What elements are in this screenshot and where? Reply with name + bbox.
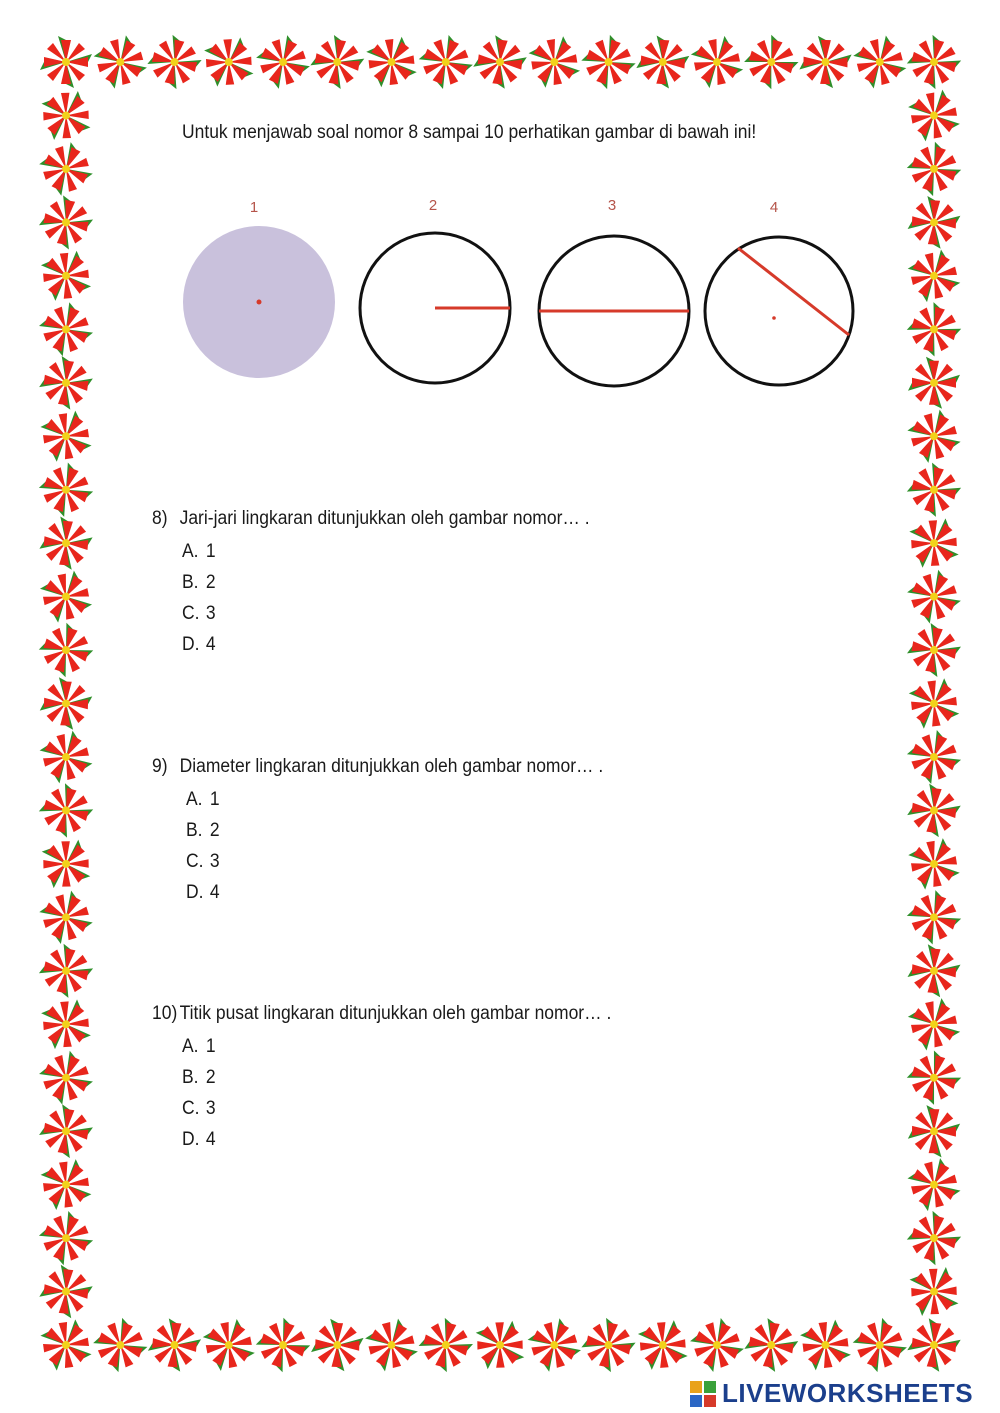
poinsettia-flower-icon: [898, 828, 971, 901]
poinsettia-flower-icon: [897, 667, 970, 740]
option-a[interactable]: A. 1: [182, 541, 216, 562]
poinsettia-flower-icon: [30, 1309, 103, 1382]
question-number: 9): [152, 756, 168, 777]
figure-label-3: 3: [607, 197, 617, 214]
poinsettia-flower-icon: [192, 25, 265, 98]
poinsettia-flower-icon: [519, 1310, 589, 1380]
poinsettia-flower-icon: [30, 561, 102, 633]
poinsettia-flower-icon: [30, 721, 101, 792]
option-d[interactable]: D. 4: [186, 882, 220, 903]
poinsettia-flower-icon: [898, 79, 970, 151]
poinsettia-flower-icon: [356, 1309, 427, 1380]
poinsettia-flower-icon: [30, 1148, 103, 1221]
figure-label-2: 2: [428, 197, 438, 214]
poinsettia-flower-icon: [29, 827, 103, 901]
poinsettia-flower-icon: [463, 1308, 537, 1382]
poinsettia-flower-icon: [471, 33, 529, 91]
circle-figure: [170, 190, 870, 410]
option-c[interactable]: C. 3: [182, 603, 216, 624]
poinsettia-flower-icon: [899, 562, 969, 632]
circle-4-chord: [705, 237, 853, 385]
poinsettia-flower-icon: [902, 1045, 967, 1110]
question-9: [152, 756, 642, 908]
poinsettia-flower-icon: [799, 36, 852, 89]
poinsettia-flower-icon: [39, 677, 93, 731]
poinsettia-flower-icon: [414, 1313, 478, 1377]
question-text: Jari-jari lingkaran ditunjukkan oleh gambar nomor… .: [179, 508, 590, 529]
question-number: 8): [152, 508, 168, 529]
poinsettia-flower-icon: [898, 1149, 969, 1220]
poinsettia-flower-icon: [899, 401, 970, 472]
logo-text: LIVEWORKSHEETS: [722, 1378, 974, 1408]
option-a[interactable]: A. 1: [186, 789, 220, 810]
poinsettia-flower-icon: [904, 620, 964, 680]
poinsettia-flower-icon: [248, 27, 318, 97]
question-text: Diameter lingkaran ditunjukkan oleh gambar nomor… .: [179, 756, 604, 777]
poinsettia-flower-icon: [626, 1308, 699, 1381]
option-d[interactable]: D. 4: [182, 1129, 216, 1150]
circle-1-filled: [183, 226, 335, 378]
poinsettia-flower-icon: [143, 31, 205, 93]
circle-3-diameter: [539, 236, 689, 386]
poinsettia-flower-icon: [355, 25, 428, 98]
instruction-text: Untuk menjawab soal nomor 8 sampai 10 perhatikan gambar di bawah ini!: [182, 122, 757, 143]
liveworksheets-logo[interactable]: [690, 1378, 973, 1409]
poinsettia-flower-icon: [908, 1105, 961, 1158]
poinsettia-flower-icon: [844, 26, 915, 97]
question-10: [152, 1003, 651, 1155]
poinsettia-flower-icon: [146, 1317, 202, 1373]
poinsettia-flower-icon: [37, 1263, 94, 1320]
poinsettia-flower-icon: [29, 988, 102, 1061]
poinsettia-flower-icon: [30, 400, 103, 473]
poinsettia-flower-icon: [193, 1309, 265, 1381]
poinsettia-flower-icon: [85, 27, 156, 98]
poinsettia-flower-icon: [902, 1207, 965, 1270]
circle-2-radius: [360, 233, 510, 383]
poinsettia-flower-icon: [908, 357, 960, 409]
poinsettia-flower-icon: [31, 134, 101, 204]
liveworksheets-logo-icon: [690, 1381, 716, 1407]
poinsettia-flower-icon: [518, 26, 591, 99]
poinsettia-flower-icon: [29, 239, 102, 312]
poinsettia-flower-icon: [898, 240, 970, 312]
poinsettia-flower-icon: [35, 940, 97, 1002]
poinsettia-flower-icon: [87, 1311, 154, 1378]
poinsettia-flower-icon: [38, 515, 94, 571]
poinsettia-flower-icon: [40, 36, 92, 88]
poinsettia-flower-icon: [412, 28, 480, 96]
question-number: 10): [152, 1003, 178, 1024]
poinsettia-flower-icon: [36, 192, 97, 253]
option-b[interactable]: B. 2: [182, 572, 216, 593]
option-b[interactable]: B. 2: [182, 1067, 216, 1088]
poinsettia-flower-icon: [29, 79, 102, 152]
poinsettia-flower-icon: [906, 943, 962, 999]
poinsettia-flower-icon: [789, 1309, 862, 1382]
poinsettia-flower-icon: [250, 1312, 316, 1378]
poinsettia-flower-icon: [575, 29, 642, 96]
poinsettia-flower-icon: [903, 459, 965, 521]
option-c[interactable]: C. 3: [182, 1098, 216, 1119]
poinsettia-flower-icon: [635, 34, 691, 90]
poinsettia-flower-icon: [901, 136, 967, 202]
option-d[interactable]: D. 4: [182, 634, 216, 655]
poinsettia-flower-icon: [578, 1314, 640, 1376]
poinsettia-flower-icon: [905, 781, 963, 839]
poinsettia-flower-icon: [36, 1101, 95, 1160]
poinsettia-flower-icon: [901, 884, 968, 951]
option-c[interactable]: C. 3: [186, 851, 220, 872]
option-b[interactable]: B. 2: [186, 820, 220, 841]
poinsettia-flower-icon: [37, 353, 96, 412]
poinsettia-flower-icon: [897, 506, 970, 579]
poinsettia-flower-icon: [900, 723, 968, 791]
poinsettia-flower-icon: [31, 882, 101, 952]
poinsettia-flower-icon: [310, 1318, 364, 1372]
poinsettia-flower-icon: [897, 1255, 970, 1328]
poinsettia-flower-icon: [905, 1316, 962, 1373]
poinsettia-flower-icon: [31, 1043, 100, 1112]
poinsettia-flower-icon: [907, 195, 962, 250]
poinsettia-flower-icon: [846, 1311, 914, 1379]
poinsettia-flower-icon: [898, 988, 970, 1060]
poinsettia-flower-icon: [682, 1310, 751, 1379]
poinsettia-flower-icon: [32, 1204, 100, 1272]
poinsettia-flower-icon: [902, 297, 966, 361]
figure-label-1: 1: [249, 199, 259, 216]
poinsettia-flower-icon: [307, 32, 367, 92]
poinsettia-flower-icon: [32, 295, 101, 364]
figure-label-4: 4: [769, 199, 779, 216]
question-text: Titik pusat lingkaran ditunjukkan oleh gambar nomor… .: [179, 1003, 612, 1024]
poinsettia-flower-icon: [742, 1315, 801, 1374]
poinsettia-flower-icon: [34, 779, 98, 843]
poinsettia-flower-icon: [33, 617, 99, 683]
poinsettia-flower-icon: [739, 30, 804, 95]
question-8: [152, 508, 628, 660]
poinsettia-flower-icon: [902, 30, 965, 93]
poinsettia-flower-icon: [681, 26, 753, 98]
option-a[interactable]: A. 1: [182, 1036, 216, 1057]
poinsettia-flower-icon: [32, 456, 99, 523]
